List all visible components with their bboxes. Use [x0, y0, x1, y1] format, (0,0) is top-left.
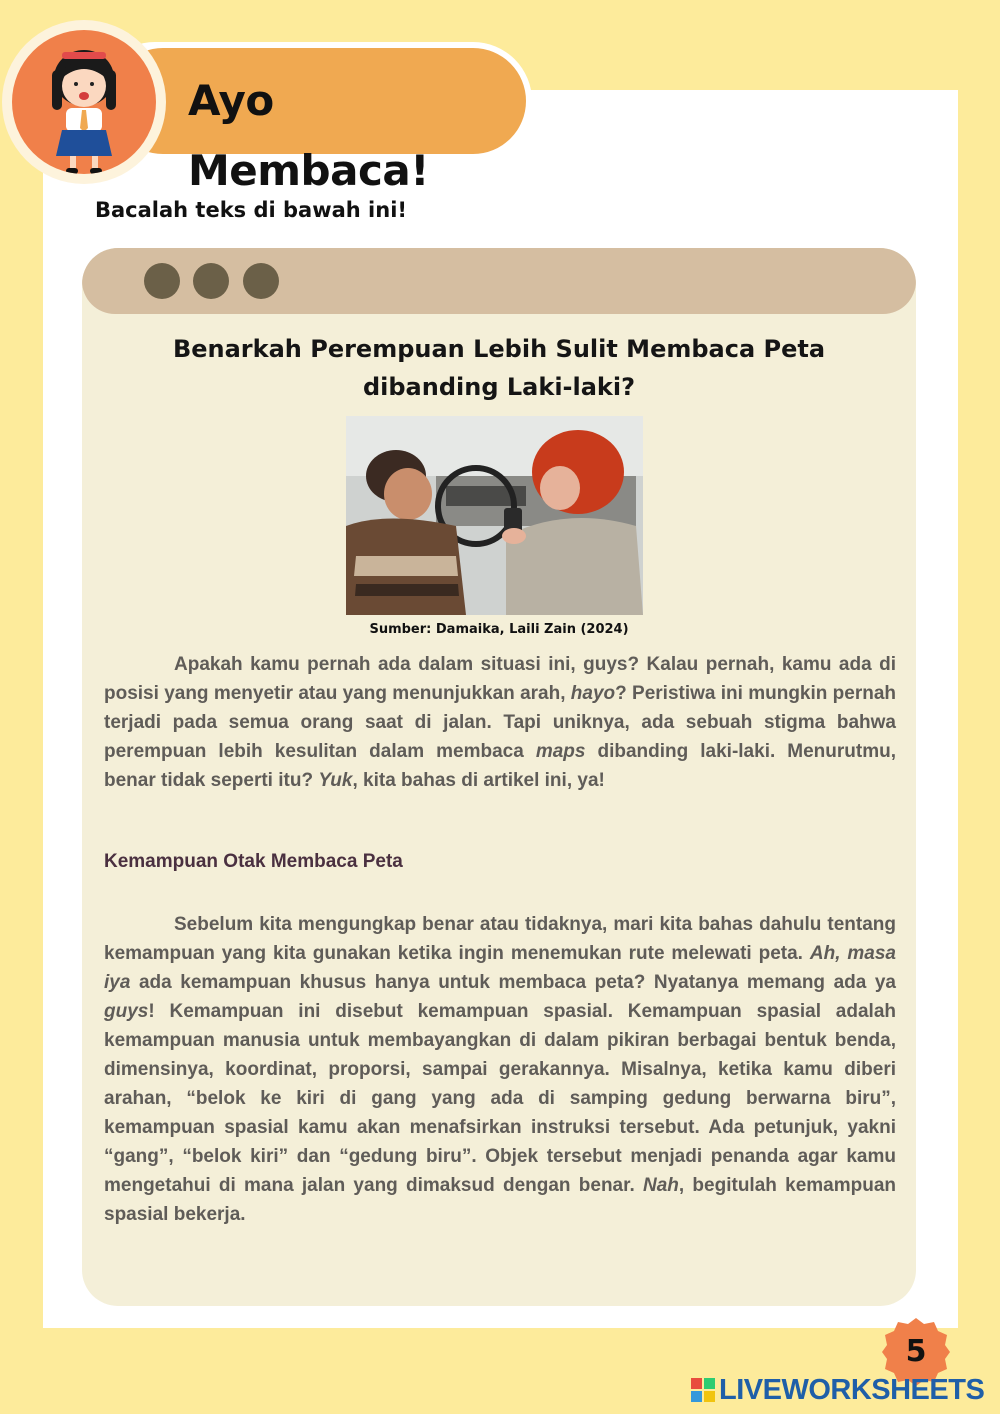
paragraph-intro: Apakah kamu pernah ada dalam situasi ini, guys? Kalau pernah, kamu ada di posisi yang menyetir atau yang menunjukkan arah, hayo? Peristiwa ini mungkin pernah terjadi pada semua orang saat di jalan. Tapi uniknya, ada sebuah stigma bahwa perempuan lebih kesulitan dalam membaca maps dibanding laki-laki. Menurutmu, benar tidak seperti itu? Yuk, kita bahas di artikel ini, ya!: [104, 654, 897, 791]
liveworksheets-brand[interactable]: [691, 1374, 984, 1406]
header-title: Ayo Membaca!: [188, 76, 429, 195]
image-caption: Sumber: Damaika, Laili Zain (2024): [369, 622, 629, 637]
article-card: [82, 248, 916, 1306]
window-dot-icon: [144, 263, 180, 299]
section-heading: Kemampuan Otak Membaca Peta: [104, 851, 403, 872]
article-title-line-1: Benarkah Perempuan Lebih Sulit Membaca Peta: [172, 335, 826, 363]
brand-text: LIVEWORKSHEETS: [719, 1373, 985, 1406]
browser-bar: [82, 248, 916, 314]
paragraph-spatial-ability: Sebelum kita mengungkap benar atau tidaknya, mari kita bahas dahulu tentang kemampuan yang kita gunakan ketika ingin menemukan rute melewati peta. Ah, masa iya ada kemampuan khusus hanya untuk membaca peta? Nyatanya memang ada ya guys! Kemampuan ini disebut kemampuan spasial. Kemampuan spasial adalah kemampuan manusia untuk membayangkan di dalam pikiran berbagai bentuk benda, dimensinya, koordinat, proporsi, sampai gerakannya. Misalnya, ketika kamu diberi arahan, “belok ke kiri di gang yang ada di samping gedung berwarna biru”, kemampuan spasial kamu akan menafsirkan instruksi tersebut. Ada petunjuk, yakni “gang”, “belok kiri” dan “gedung biru”. Objek tersebut menjadi penanda agar kamu mengetahui di mana jalan yang dimaksud dengan benar. Nah, begitulah kemampuan spasial bekerja.: [104, 914, 896, 1225]
window-dot-icon: [193, 263, 229, 299]
window-dot-icon: [243, 263, 279, 299]
page-number: 5: [905, 1334, 927, 1369]
instruction-text: Bacalah teks di bawah ini!: [95, 198, 407, 222]
article-title: [122, 330, 876, 406]
article-title-line-2: dibanding Laki-laki?: [362, 373, 636, 401]
article-photo: [346, 416, 643, 615]
student-avatar-icon: [12, 30, 156, 174]
liveworksheets-logo-icon: [691, 1378, 715, 1402]
